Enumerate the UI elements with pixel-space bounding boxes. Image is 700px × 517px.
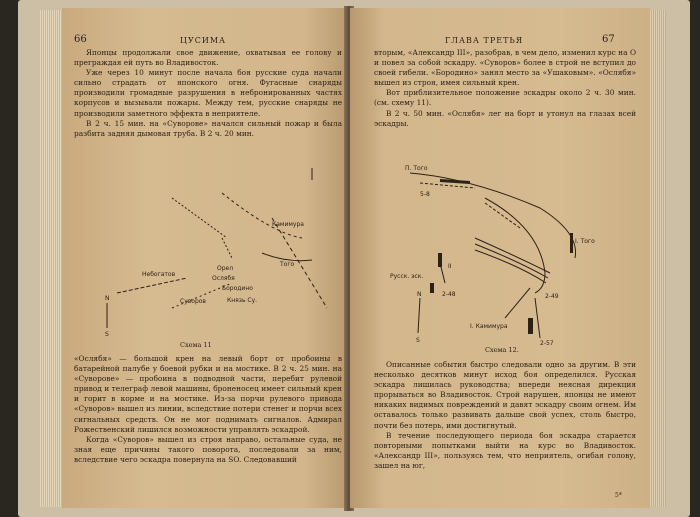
text-block-bottom [74,354,342,465]
diagram-track [475,244,548,278]
diagram-label: Русск. эск. [390,273,424,280]
diagram-label: 5-8 [420,191,430,198]
page-edges-right [650,10,666,507]
diagram-track [117,278,187,293]
ship-mark [430,283,434,293]
running-header: ГЛАВА ТРЕТЬЯ [445,36,524,45]
diagram-track [505,288,530,318]
paragraph: Вот приблизительное положение эскадры около 2 ч. 30 мин. (см. схему 11). [374,88,636,108]
diagram-label: 2-49 [545,293,559,300]
paragraph: Когда «Суворов» вышел из строя направо, остальные суда, не зная еще причины такого поворота, последовали за ним, вследствие чего эскадра повернула на SO. Следовавший [74,434,342,464]
compass-n-label: N [105,295,110,302]
paragraph: В 2 ч. 50 мин. «Ослябя» лег на борт и утонул на глазах всей эскадры. [374,108,636,128]
diagram-label: Небогатов [142,271,176,278]
paragraph: Японцы продолжали свое движение, охватывая ее голову и преграждая ей путь во Владивосток. [74,48,342,68]
text-block-top [374,48,636,129]
ship-mark [528,318,533,334]
compass-s-label: S [105,331,109,338]
diagram-track [475,250,546,283]
diagram-label: Князь Су. [227,297,258,304]
paragraph: вторым, «Александр III», разобрав, в чем дело, изменил курс на О и повел за собой эскадру. «Суворов» более в строй не вступил до своей гибели. «Бородино» занял место за «Ушаковым». «Ослябя» вышел из строя, имея сильный крен. [374,48,636,88]
page-edges-left [40,10,64,507]
diagram-label: I. Камимура [470,323,508,330]
right-page [350,8,650,508]
compass-s-label: S [416,337,420,344]
paragraph: Уже через 10 минут после начала боя русские суда начали сильно страдать от японского огня. Фугасные снаряды производили громадные разрушения в небронированных частях корпусов и вызывали пожары. Между тем, русские снаряды не производили заметного эффекта в неприятеле. [74,68,342,118]
page-number: 67 [602,34,615,45]
diagram-track [222,238,232,258]
diagram-label: II [448,263,452,270]
diagram-label: Суворов [180,298,206,305]
diagram-track [410,173,576,258]
diagram-label: Того [280,261,295,268]
left-page [62,8,347,508]
figure-caption: Схема 11 [180,341,212,349]
diagram-label: Ослябя [212,275,235,282]
diagram-track [475,238,550,273]
ship-mark [570,233,573,253]
diagram-label: Бородино [222,285,253,292]
diagram-track [485,198,545,293]
compass-n-label: N [417,291,422,298]
page-number: 66 [74,34,87,45]
diagram-label: Камимура [272,221,304,228]
diagram-track [262,253,312,261]
battle-diagram-12 [370,148,635,348]
diagram-track [172,198,227,238]
paragraph: «Ослябя» — большой крен на левый борт от пробоины в батарейной палубе у боевой рубки и на мостике. В 2 ч. 25 мин. на «Суворове» — пробоина в подводной части, перебит рулевой привод и телеграф левой машины, броненосец имеет сильный крен и горит в корме и на мостике. Из-за порчи рулевого привода «Суворов» вышел из линии, вследствие потери стенег и порчи всех сигнальных средств. Он не мог поднимать сигналов. Адмирал Рожественский лишился возможности управлять эскадрой. [74,354,342,434]
diagram-track [535,298,540,338]
diagram-label: I. Того [575,238,595,245]
running-header: ЦУСИМА [180,36,227,45]
diagram-label: Орел [217,265,234,272]
diagram-track [222,193,302,238]
diagram-label: П. Того [405,165,428,172]
diagram-label: 2-48 [442,291,456,298]
paragraph: В 2 ч. 15 мин. на «Суворове» начался сильный пожар и была разбита задняя дымовая труба. В 2 ч. 20 мин. [74,118,342,138]
text-block-top [74,48,342,139]
figure-caption: Схема 12. [485,346,519,354]
paragraph: Описанные события быстро следовали одно за другим. В эти несколько десятков минут исход боя определился. Русская эскадра лишилась руководства; впереди неясная дирекция прорываться во Владивосток. Строй нарушен, японцы не имеют никаких видимых повреждений и давят эскадру своим огнем. Им оставалось только развивать дальше свой успех, столь быстро, почти без потерь, ими достигнутый. [374,360,636,430]
text-block-bottom [374,360,636,471]
diagram-track [485,203,520,228]
battle-diagram-11 [72,158,342,343]
compass-line [418,298,420,333]
printer-signature: 5* [615,492,622,499]
diagram-label: 2-57 [540,340,554,347]
ship-mark [438,253,442,267]
paragraph: В течение последующего периода боя эскадра старается повторными попытками выйти на курс во Владивосток. «Александр III», пользуясь тем, что неприятель, огибая голову, зашел на юг, [374,430,636,470]
